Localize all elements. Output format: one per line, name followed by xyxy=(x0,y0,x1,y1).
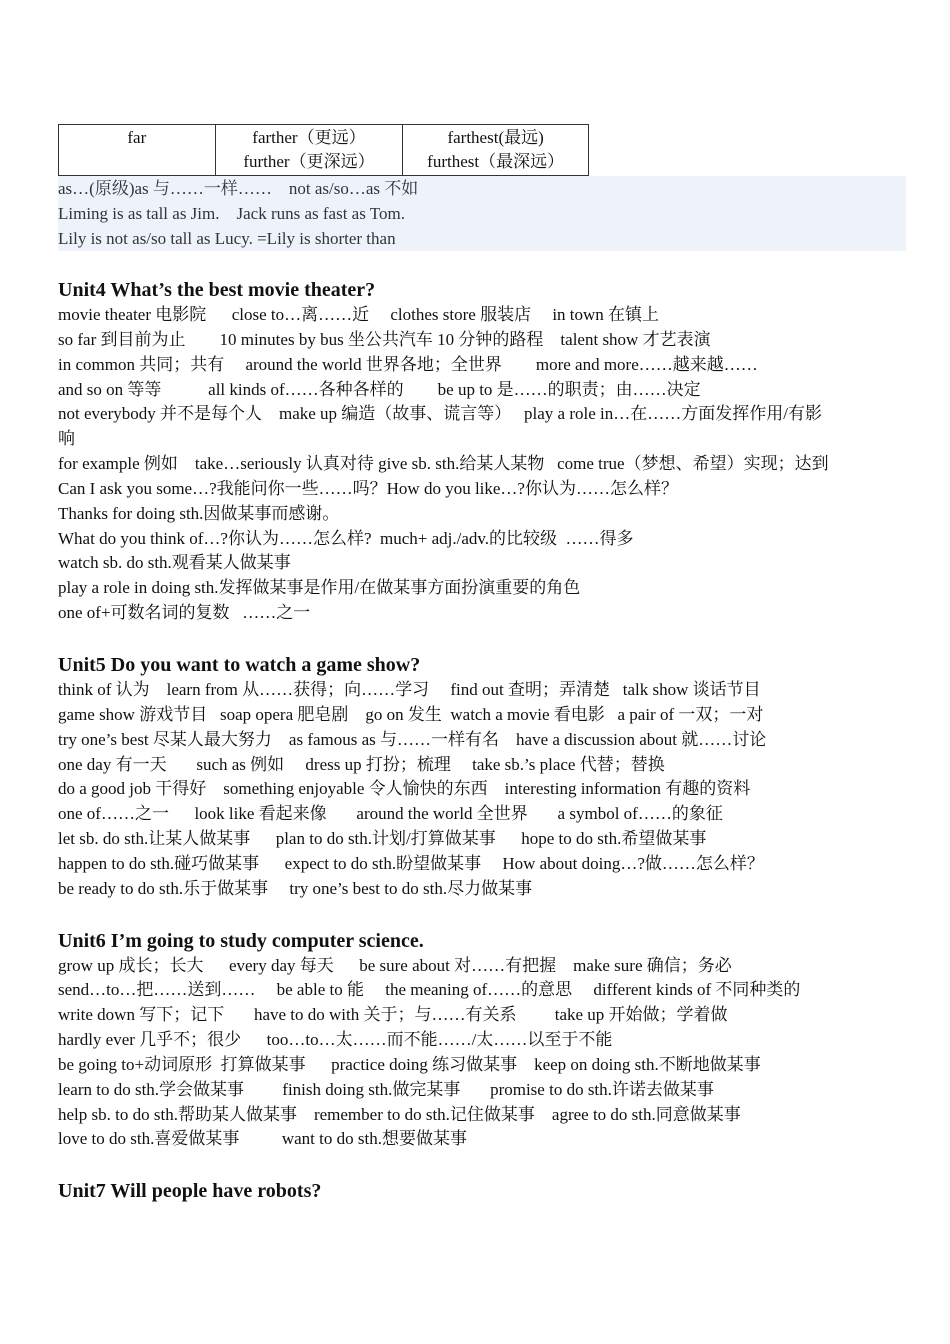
phrase-line: and so on 等等 all kinds of……各种各样的 be up to 是……的职责；由……决定 xyxy=(58,379,701,399)
phrase-line: think of 认为 learn from 从……获得；向……学习 find out 查明；弄清楚 talk show 谈话节目 xyxy=(58,679,761,699)
cell-text: farther（更远） further（更深远） xyxy=(243,128,375,171)
phrase-list xyxy=(58,303,908,626)
unit-section xyxy=(58,652,908,902)
phrase-line: be going to+动词原形 打算做某事 practice doing 练习做某事 keep on doing sth.不断地做某事 xyxy=(58,1054,761,1074)
phrase-line: watch sb. do sth.观看某人做某事 xyxy=(58,553,291,573)
phrase-line: help sb. to do sth.帮助某人做某事 remember to do sth.记住做某事 agree to do sth.同意做某事 xyxy=(58,1104,741,1124)
phrase-line: be ready to do sth.乐于做某事 try one’s best to do sth.尽力做某事 xyxy=(58,878,533,898)
phrase-line: learn to do sth.学会做某事 finish doing sth.做完某事 promise to do sth.许诺去做某事 xyxy=(58,1079,714,1099)
phrase-line: do a good job 干得好 something enjoyable 令人愉快的东西 interesting information 有趣的资料 xyxy=(58,779,751,799)
unit-section xyxy=(58,277,908,626)
comparative-forms-table xyxy=(58,124,589,176)
unit-title: Unit5 Do you want to watch a game show? xyxy=(58,653,421,676)
phrase-line: write down 写下；记下 have to do with 关于；与……有关系 take up 开始做；学着做 xyxy=(58,1005,728,1025)
phrase-line: in common 共同；共有 around the world 世界各地；全世界 more and more……越来越…… xyxy=(58,354,758,374)
phrase-line: grow up 成长；长大 every day 每天 be sure about 对……有把握 make sure 确信；务必 xyxy=(58,955,732,975)
phrase-line: Thanks for doing sth.因做某事而感谢。 xyxy=(58,503,340,523)
phrase-line: send…to…把……送到…… be able to 能 the meaning of……的意思 different kinds of 不同种类的 xyxy=(58,980,801,1000)
phrase-line: so far 到目前为止 10 minutes by bus 坐公共汽车 10 分钟的路程 talent show 才艺表演 xyxy=(58,329,711,349)
phrase-line: try one’s best 尽某人最大努力 as famous as 与……一样有名 have a discussion about 就……讨论 xyxy=(58,729,767,749)
table-cell xyxy=(403,125,589,176)
phrase-line: one day 有一天 such as 例如 dress up 打扮；梳理 take sb.’s place 代替；替换 xyxy=(58,754,665,774)
phrase-line: for example 例如 take…seriously 认真对待 give sb. sth.给某人某物 come true（梦想、希望）实现；达到 xyxy=(58,454,829,474)
phrase-list xyxy=(58,678,908,902)
unit-title: Unit7 Will people have robots? xyxy=(58,1180,322,1203)
phrase-line: Can I ask you some…?我能问你一些……吗？How do you like…?你认为……怎么样？ xyxy=(58,478,678,498)
phrase-line: let sb. do sth.让某人做某事 plan to do sth.计划/打算做某事 hope to do sth.希望做某事 xyxy=(58,829,707,849)
unit-section xyxy=(58,928,908,1153)
phrase-line: game show 游戏节目 soap opera 肥皂剧 go on 发生 watch a movie 看电影 a pair of 一双；一对 xyxy=(58,704,764,724)
table-cell xyxy=(215,125,403,176)
note-line: Liming is as tall as Jim. Jack runs as fast as Tom. xyxy=(58,204,405,223)
phrase-line: happen to do sth.碰巧做某事 expect to do sth.盼望做某事 How about doing…?做……怎么样？ xyxy=(58,853,764,873)
cell-text: farthest(最远) furthest（最深远） xyxy=(427,128,565,171)
note-line: as…(原级)as 与……一样…… not as/so…as 不如 xyxy=(58,179,419,198)
phrase-line: one of……之一 look like 看起来像 around the world 全世界 a symbol of……的象征 xyxy=(58,804,723,824)
phrase-list xyxy=(58,954,908,1153)
table-row xyxy=(59,125,589,176)
unit-section xyxy=(58,1178,908,1204)
phrase-line: hardly ever 几乎不；很少 too…to…太……而不能……/太……以至于不能 xyxy=(58,1030,613,1050)
table-cell xyxy=(59,125,216,176)
phrase-line: one of+可数名词的复数 ……之一 xyxy=(58,603,311,623)
unit-title: Unit4 What’s the best movie theater? xyxy=(58,279,376,301)
phrase-line: love to do sth.喜爱做某事 want to do sth.想要做某事 xyxy=(58,1129,467,1149)
unit-title: Unit6 I’m going to study computer science. xyxy=(58,929,424,952)
phrase-line: 响 xyxy=(58,429,75,449)
phrase-line: What do you think of…?你认为……怎么样? much+ adj./adv.的比较级 ……得多 xyxy=(58,528,634,548)
phrase-line: not everybody 并不是每个人 make up 编造（故事、谎言等） play a role in…在……方面发挥作用/有影 xyxy=(58,404,822,424)
phrase-line: movie theater 电影院 close to…离……近 clothes store 服装店 in town 在镇上 xyxy=(58,305,660,324)
cell-text: far xyxy=(127,128,147,147)
document-page xyxy=(58,124,908,1204)
highlighted-note xyxy=(58,176,906,251)
note-line: Lily is not as/so tall as Lucy. =Lily is shorter than xyxy=(58,229,396,248)
phrase-line: play a role in doing sth.发挥做某事是作用/在做某事方面扮演重要的角色 xyxy=(58,578,581,598)
